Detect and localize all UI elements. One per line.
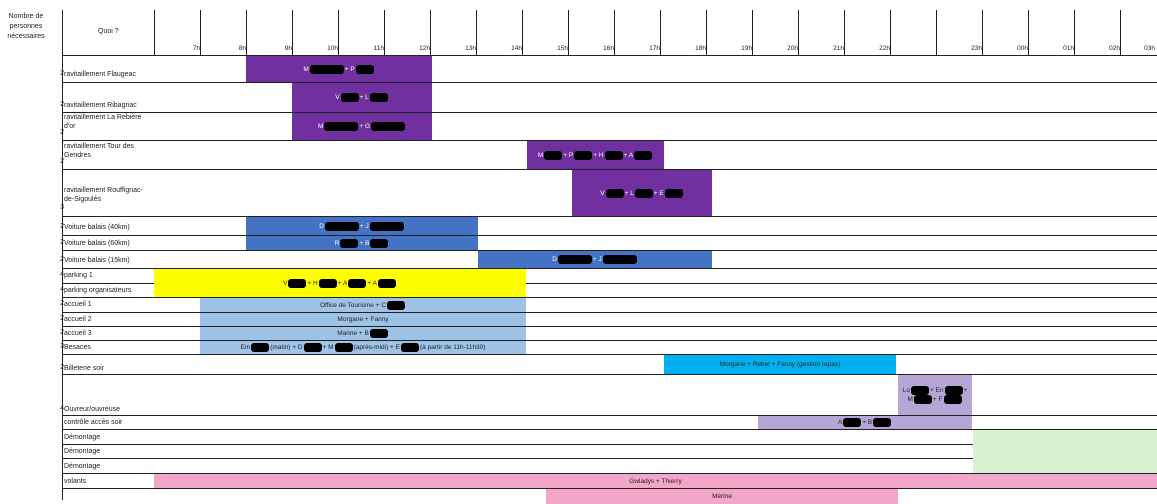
bar-accueil-2 xyxy=(200,313,526,326)
redaction-mark xyxy=(340,239,358,248)
redaction-mark xyxy=(319,279,337,288)
redaction-mark xyxy=(288,279,306,288)
redaction-mark xyxy=(558,255,592,264)
task-label: Billeterie soir xyxy=(64,365,105,372)
redaction-mark xyxy=(945,386,963,395)
task-label: Voiture balais (60km) xyxy=(64,240,130,247)
bar-last-row xyxy=(546,489,898,504)
bar-text: M xyxy=(303,65,309,73)
redaction-mark xyxy=(634,151,652,160)
needed-count: 2 xyxy=(60,256,64,263)
bar-text: V xyxy=(335,94,340,101)
task-label: accueil 1 xyxy=(64,301,92,308)
redaction-mark xyxy=(873,418,891,427)
hour-label: 14h xyxy=(511,45,522,52)
bar-text: Morgane + Rebel + Fanny (gestion repas) xyxy=(719,361,841,368)
needed-count: 2 xyxy=(60,101,64,108)
bar-accueil-1 xyxy=(200,298,526,312)
task-label: Démontage xyxy=(64,463,101,470)
bar-ouvreur xyxy=(898,375,972,415)
bar-text: (à partir de 11h-11h30) xyxy=(420,344,486,351)
redaction-mark xyxy=(603,255,637,264)
bar-voiture-balais-60 xyxy=(246,236,478,250)
redaction-mark xyxy=(356,65,374,74)
bar-text: + P xyxy=(344,65,355,73)
bar-ravitaillement-ribagnac xyxy=(292,83,432,112)
redaction-mark xyxy=(370,222,404,231)
bar-voiture-balais-15 xyxy=(478,251,712,268)
bar-text: + A xyxy=(367,279,377,287)
grid-line xyxy=(384,10,385,56)
hour-label: 12h xyxy=(419,45,430,52)
hour-label: 03h xyxy=(1144,45,1155,52)
redaction-mark xyxy=(251,343,269,352)
bar-text: + En xyxy=(929,387,944,395)
task-label: volants xyxy=(64,478,87,485)
needed-count: 2 xyxy=(60,315,64,322)
hour-label: 11h xyxy=(373,45,384,52)
bar-text: D xyxy=(552,256,557,263)
grid-line xyxy=(430,10,431,56)
hour-label: 13h xyxy=(465,45,476,52)
redaction-mark xyxy=(370,239,388,248)
bar-ravitaillement-rouffignac xyxy=(572,170,712,216)
needed-count: 3 xyxy=(60,343,64,350)
redaction-mark xyxy=(914,395,932,404)
bar-controle-acces-soir xyxy=(758,416,972,429)
bar-text: Em xyxy=(240,344,251,351)
hour-label: 02h xyxy=(1109,45,1120,52)
bar-text: M xyxy=(537,151,544,159)
bar-text: + E xyxy=(653,189,664,197)
hour-label: 9h xyxy=(284,45,292,52)
bar-text: M xyxy=(317,123,324,130)
row-divider xyxy=(62,216,1157,217)
bar-text: Marine + B xyxy=(337,330,369,337)
task-label: ravitaillement Tour des Gendres xyxy=(64,143,134,159)
needed-count: 4 xyxy=(60,286,64,293)
task-label: ravitaillement Flaugeac xyxy=(64,71,136,78)
needed-count: 2 xyxy=(60,300,64,307)
needed-count: 2 xyxy=(60,129,64,136)
redaction-mark xyxy=(606,189,624,198)
task-label: Besaces xyxy=(64,344,91,351)
redaction-mark xyxy=(348,279,366,288)
redaction-mark xyxy=(335,343,353,352)
redaction-mark xyxy=(310,65,344,74)
task-label: accueil 3 xyxy=(64,330,92,337)
hour-label: 15h xyxy=(557,45,568,52)
redaction-mark xyxy=(911,386,929,395)
grid-line xyxy=(844,10,845,56)
redaction-mark xyxy=(665,189,683,198)
bar-text: + xyxy=(963,387,968,395)
bar-text: + A xyxy=(623,151,634,159)
bar-text: Mérine xyxy=(712,493,732,500)
task-label: Ouvreur/ouvreuse xyxy=(64,406,121,413)
grid-line xyxy=(476,10,477,56)
hour-label: 22h xyxy=(879,45,890,52)
needed-column-header: Nombre de personnes nécessaires xyxy=(7,13,45,40)
redaction-mark xyxy=(370,329,388,338)
bar-text: Lo xyxy=(902,387,910,395)
hour-label: 21h xyxy=(833,45,844,52)
grid-line xyxy=(62,10,63,500)
grid-line xyxy=(522,10,523,56)
task-label: Démontage xyxy=(64,434,101,441)
bar-text: + A xyxy=(337,279,348,287)
redaction-mark xyxy=(371,122,405,131)
row-divider xyxy=(62,112,1157,113)
bar-text: Morgane + Fanny xyxy=(337,316,389,323)
hour-label: 8h xyxy=(238,45,246,52)
needed-count: 2 xyxy=(60,70,64,77)
redaction-mark xyxy=(401,343,419,352)
bar-text: R xyxy=(334,239,340,247)
bar-text-line xyxy=(908,395,963,404)
bar-text: (matin) + D xyxy=(270,344,303,351)
task-label: Démontage xyxy=(64,448,101,455)
needed-count: 2 xyxy=(60,158,64,165)
redaction-mark xyxy=(304,343,322,352)
task-label: ravitaillement La Rebière d'or xyxy=(64,114,142,130)
grid-line xyxy=(798,10,799,56)
row-divider xyxy=(62,235,1157,236)
bar-text: Office de Tourisme + C xyxy=(319,301,387,309)
redaction-mark xyxy=(387,301,405,310)
bar-text: + F xyxy=(932,396,943,404)
grid-line xyxy=(200,10,201,56)
grid-line xyxy=(1074,10,1075,56)
hour-label: 10h xyxy=(327,45,338,52)
needed-count: 4 xyxy=(60,271,64,278)
needed-count: 2 xyxy=(60,239,64,246)
bar-text: + J xyxy=(359,222,369,230)
bar-demontage xyxy=(973,430,1157,473)
task-label: Voiture balais (15km) xyxy=(64,257,130,264)
grid-line xyxy=(154,10,155,56)
bar-text: + J xyxy=(592,256,602,263)
task-label: ravitaillement Ribagnac xyxy=(64,102,137,109)
grid-line xyxy=(1120,10,1121,56)
redaction-mark xyxy=(635,189,653,198)
hour-label: 18h xyxy=(695,45,706,52)
needed-count: 2 xyxy=(60,223,64,230)
grid-line xyxy=(706,10,707,56)
bar-accueil-3 xyxy=(200,327,526,340)
row-divider xyxy=(62,374,1157,375)
hour-label: 7h xyxy=(192,45,200,52)
hour-label: 17h xyxy=(649,45,660,52)
bar-text: Gwladys + Thierry xyxy=(629,477,682,485)
task-label: Voiture balais (40km) xyxy=(64,224,130,231)
grid-line xyxy=(614,10,615,56)
grid-line xyxy=(1028,10,1029,56)
bar-text: + H xyxy=(593,151,604,159)
bar-text: + B xyxy=(359,239,370,247)
needed-count: 3 xyxy=(60,204,64,211)
bar-text: + G xyxy=(359,123,371,130)
row-divider xyxy=(62,415,1157,416)
task-label: ravitaillement Rouffignac-de-Sigoulès xyxy=(64,187,143,203)
row-divider xyxy=(62,354,1157,355)
hour-label: 01h xyxy=(1063,45,1074,52)
bar-ravitaillement-flaugeac xyxy=(246,56,432,82)
task-label: parking 1 xyxy=(64,272,93,279)
bar-text: V xyxy=(600,189,605,197)
redaction-mark xyxy=(341,93,359,102)
grid-line xyxy=(292,10,293,56)
bar-volants xyxy=(154,474,1157,488)
needed-count: 2 xyxy=(60,329,64,336)
bar-text: D xyxy=(319,222,324,230)
bar-text: (après-midi) + E xyxy=(353,344,400,351)
bar-text: + P xyxy=(563,151,574,159)
redaction-mark xyxy=(605,151,623,160)
needed-count: 2 xyxy=(60,364,64,371)
grid-line xyxy=(890,10,891,56)
redaction-mark xyxy=(378,279,396,288)
row-divider xyxy=(62,55,1157,56)
bar-text: + L xyxy=(359,94,369,101)
bar-text: A xyxy=(837,419,843,426)
redaction-mark xyxy=(574,151,592,160)
grid-line xyxy=(338,10,339,56)
grid-line xyxy=(246,10,247,56)
what-column-header: Quoi ? xyxy=(98,28,119,35)
redaction-mark xyxy=(944,395,962,404)
bar-besaces xyxy=(200,341,526,354)
grid-line xyxy=(660,10,661,56)
hour-label: 16h xyxy=(603,45,614,52)
bar-billeterie-soir xyxy=(664,355,896,374)
redaction-mark xyxy=(370,93,388,102)
grid-line xyxy=(568,10,569,56)
redaction-mark xyxy=(324,122,358,131)
hour-label: 00h xyxy=(1017,45,1028,52)
bar-text: + B xyxy=(862,419,873,426)
grid-line xyxy=(936,10,937,56)
redaction-mark xyxy=(843,418,861,427)
bar-voiture-balais-40 xyxy=(246,217,478,235)
bar-text: V xyxy=(283,279,288,287)
task-label: contrôle accès soir xyxy=(64,419,123,426)
hour-label: 20h xyxy=(787,45,798,52)
needed-count: 4 xyxy=(60,405,64,412)
bar-text: + M xyxy=(322,344,334,351)
grid-line xyxy=(752,10,753,56)
bar-text: M xyxy=(907,396,913,404)
bar-text: + H xyxy=(307,279,318,287)
task-label: parking organisateurs xyxy=(64,287,132,294)
bar-ravitaillement-gendres xyxy=(527,141,664,169)
row-divider xyxy=(62,82,1157,83)
bar-parking xyxy=(154,269,526,297)
bar-ravitaillement-rebiere xyxy=(292,113,432,140)
redaction-mark xyxy=(544,151,562,160)
task-label: accueil 2 xyxy=(64,316,92,323)
redaction-mark xyxy=(325,222,359,231)
bar-text: + L xyxy=(624,189,634,197)
hour-label: 23h xyxy=(971,45,982,52)
grid-line xyxy=(982,10,983,56)
hour-label: 19h xyxy=(741,45,752,52)
bar-text-line xyxy=(903,386,968,395)
